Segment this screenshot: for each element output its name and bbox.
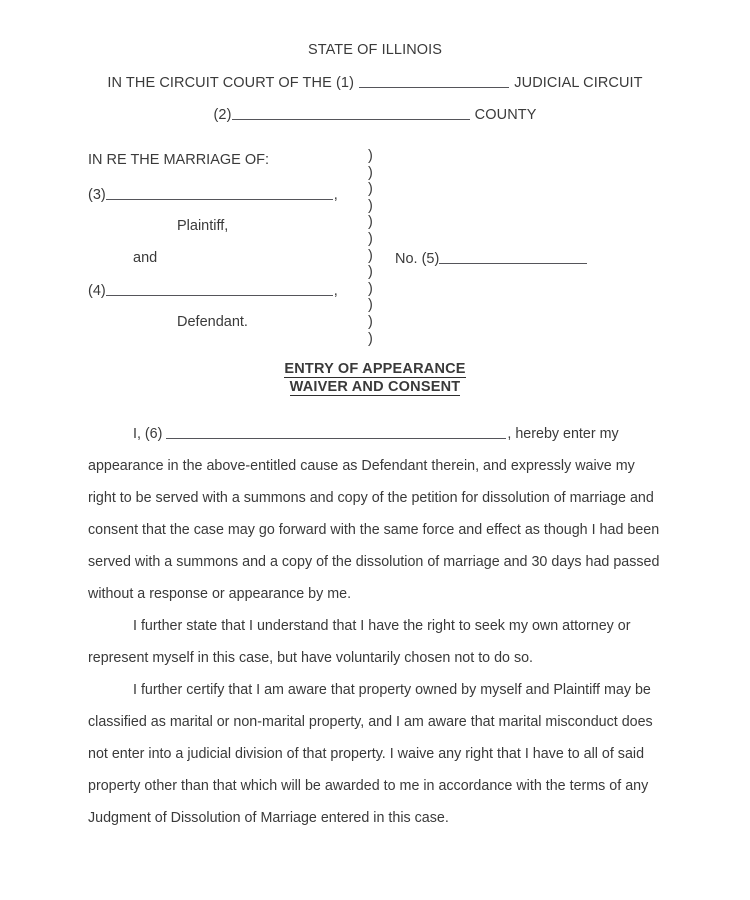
- document-title-line-2-text: WAIVER AND CONSENT: [289, 379, 461, 395]
- circuit-court-prefix: IN THE CIRCUIT COURT OF THE (1): [107, 75, 355, 91]
- body-paragraph-3: I further certify that I am aware that property owned by myself and Plaintiff may be classified as marital or non-marital property, and I am aware that marital misconduct does not enter into a judicial division of that property. I waive any right that I have to all of said property other than that which will be awarded to me in accordance with the terms of any Judgment of Dissolution of Marriage entered in this case.: [88, 682, 653, 826]
- case-number-row: [395, 250, 588, 267]
- caption-paren-glyph: ): [368, 264, 373, 281]
- document-title-line-2: [0, 379, 750, 395]
- defendant-name-blank[interactable]: [106, 282, 333, 296]
- caption-paren-glyph: ): [368, 230, 373, 247]
- defendant-blank-label: (4): [88, 283, 106, 299]
- county-blank[interactable]: [232, 106, 470, 120]
- case-caption-block: [0, 148, 750, 347]
- in-re-text: IN RE THE MARRIAGE OF:: [88, 152, 270, 168]
- caption-paren-glyph: ): [368, 148, 373, 164]
- state-heading-text: STATE OF ILLINOIS: [307, 42, 443, 58]
- defendant-name-row: [88, 282, 338, 299]
- caption-conjunction: [133, 250, 157, 266]
- judicial-circuit-blank[interactable]: [359, 74, 509, 88]
- defendant-role-label: [177, 314, 248, 330]
- caption-paren-glyph: ): [368, 280, 373, 297]
- caption-conjunction-text: and: [133, 250, 158, 266]
- county-line-suffix: COUNTY: [474, 107, 537, 123]
- defendant-role-text: Defendant.: [177, 314, 248, 330]
- plaintiff-role-text: Plaintiff,: [177, 218, 229, 234]
- caption-paren-glyph: ): [368, 214, 373, 231]
- caption-paren-glyph: ): [368, 313, 373, 330]
- body-paragraph-1-text: , hereby enter my appearance in the above-entitled cause as Defendant therein, and expressly waive my right to be served with a summons and copy of the petition for dissolution of marriage and consent that the case may go forward with the same force and effect as though I had been served with a summons and a copy of the dissolution of marriage and 30 days had passed without a response or appearance by me.: [88, 426, 660, 602]
- caption-paren-glyph: ): [368, 181, 373, 198]
- affiant-name-blank[interactable]: [166, 425, 506, 439]
- defendant-blank-trailer: ,: [333, 283, 338, 299]
- caption-paren-glyph: ): [368, 197, 373, 214]
- plaintiff-blank-trailer: ,: [333, 187, 338, 203]
- body-paragraph-1: [88, 418, 663, 610]
- in-re-label: [88, 152, 269, 168]
- affiant-lead-in: I, (6): [133, 426, 163, 442]
- caption-paren-glyph: ): [368, 164, 373, 181]
- plaintiff-role-label: [177, 218, 228, 234]
- plaintiff-blank-label: (3): [88, 187, 106, 203]
- county-line: [0, 106, 750, 123]
- state-heading: [0, 42, 750, 58]
- circuit-court-line: [0, 74, 750, 91]
- caption-paren-glyph: ): [368, 330, 373, 347]
- caption-paren-glyph: ): [368, 247, 373, 264]
- plaintiff-name-row: [88, 186, 338, 203]
- circuit-court-suffix: JUDICIAL CIRCUIT: [514, 75, 643, 91]
- caption-paren-glyph: ): [368, 297, 373, 314]
- case-number-blank[interactable]: [439, 250, 587, 264]
- plaintiff-name-blank[interactable]: [106, 186, 333, 200]
- document-title-line-1-text: ENTRY OF APPEARANCE: [284, 361, 466, 377]
- document-title-line-1: [0, 361, 750, 377]
- body-paragraph-2: I further state that I understand that I have the right to seek my own attorney or represent myself in this case, but have voluntarily chosen not to do so.: [88, 618, 631, 666]
- case-number-label: No. (5): [395, 251, 440, 267]
- county-line-prefix: (2): [213, 107, 232, 123]
- caption-paren-divider: [368, 148, 382, 347]
- document-body: [88, 418, 663, 834]
